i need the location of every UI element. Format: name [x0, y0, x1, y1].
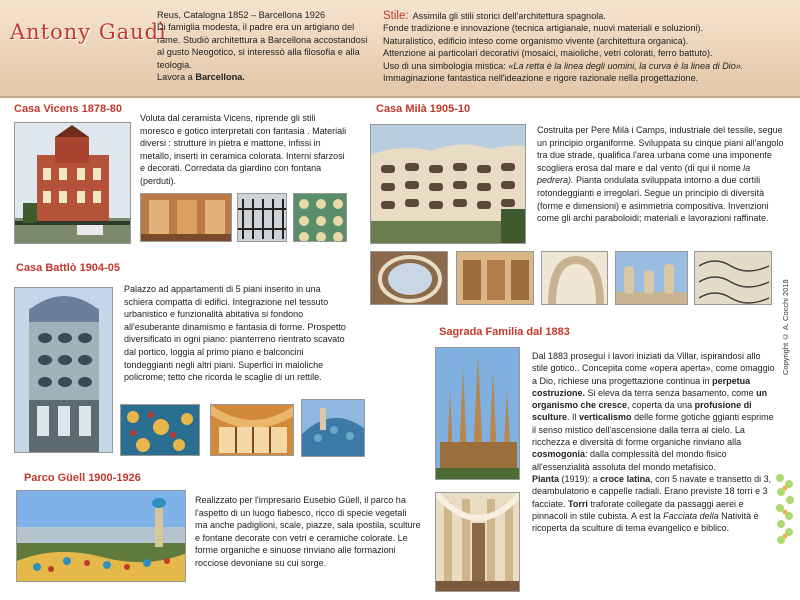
style-line-5-prefix: Uso di una simbologia mistica: — [383, 60, 509, 71]
style-line-6: Immaginazione fantastica nell'ideazione e rigore razionale nella progettazione. — [383, 73, 699, 84]
sagrada-p1-b: perpetua costruzione. — [532, 375, 751, 398]
sagrada-p2-f: traforate collegate da passaggi aerei e pinnacoli in stile cubista. A est la — [532, 498, 744, 521]
sagrada-paragraph-1 — [532, 350, 777, 473]
style-line-3: Naturalistico, edificio inteso come organismo vivente (architettura organica). — [383, 35, 689, 46]
vicens-ceramic-photo — [293, 193, 347, 242]
sagrada-p2-a: Pianta — [532, 473, 560, 484]
guell-title: Parco Güell 1900-1926 — [24, 472, 141, 484]
sagrada-exterior-photo — [435, 347, 520, 480]
page-title: Antony Gaudì — [10, 20, 167, 44]
sagrada-p1-e: , coperta da una — [627, 400, 695, 411]
mila-title: Casa Milà 1905-10 — [376, 103, 471, 115]
mila-arches-photo — [541, 251, 608, 305]
sagrada-title: Sagrada Familia dal 1883 — [439, 326, 570, 338]
publisher-logo-icon — [774, 470, 796, 550]
mila-text-2: Pianta ondulata sviluppata intorno a due cortili rotondeggianti e irregolari. Segue un principio di diversità (forme e dimensioni) e asimmetria compositiva. Invenzioni come gli archi paraboloidi; materiali e lavorazioni raffinate. — [537, 175, 769, 224]
mila-courtyard-photo — [370, 251, 448, 305]
mila-facade-detail-photo — [694, 251, 772, 305]
sagrada-p1-g: . Il — [567, 412, 580, 423]
biography-block — [157, 9, 372, 83]
sagrada-interior-photo — [435, 492, 520, 592]
sagrada-p2-g: Facciata della — [663, 510, 719, 521]
mila-text-italic: la pedrera). — [537, 162, 751, 186]
vicens-interior-photo — [140, 193, 232, 242]
sagrada-p2-b: (1919): a — [559, 473, 601, 484]
style-line-1 — [383, 10, 793, 22]
mila-text-1: Costruita per Pere Milà i Camps, industriale del tessile, segue un principio organiforme. Sviluppata su cinque piani all'angolo tra due strade, qualifica l'area urbana come una imponente scogliera erosa dal mare e dal vento (di qui il nome — [537, 125, 784, 173]
batllo-main-photo — [14, 287, 113, 453]
sagrada-p1-a: Dal 1883 proseguì i lavori iniziati da Villar, ispirandosi allo stile gotico.. Concepita come «opera aperta», come omaggio a Dio, richiese una progettazione continua in — [532, 351, 775, 386]
sagrada-p2-d: , con 5 navate e transetto di 3, deambulatorio e cappelle radiali. Erano previste 18 torri e 3 facciate. — [532, 473, 772, 509]
sagrada-p1-d: un organismo che cresce — [532, 387, 768, 411]
style-label: Stile: — [383, 10, 409, 22]
vicens-ironwork-photo — [237, 193, 287, 242]
style-line-5 — [383, 60, 793, 72]
sagrada-p1-f: profusione di sculture — [532, 400, 752, 423]
guell-main-photo — [16, 490, 186, 582]
mila-main-photo — [370, 124, 526, 244]
mila-roof-photo — [615, 251, 688, 305]
copyright-note: Copyright © A. Cocchi 2018 — [781, 279, 790, 375]
sagrada-p2-c: croce latina — [600, 473, 651, 484]
vicens-title: Casa Vicens 1878-80 — [14, 103, 123, 115]
batllo-ceramic-photo — [120, 404, 200, 456]
bio-work-city: Barcellona. — [195, 72, 245, 83]
bio-work — [157, 71, 372, 83]
sagrada-paragraph-2 — [532, 473, 777, 534]
batllo-interior-photo — [210, 404, 294, 456]
sagrada-p1-j: cosmogonia — [532, 449, 586, 460]
sagrada-text — [532, 350, 777, 534]
batllo-roof-photo — [301, 399, 365, 457]
vicens-text: Voluta dal ceramista Vicens, riprende gli stili moresco e gotico interpretati con fantasia . Materiali diversi : strutture in pietra e mattone, infissi in metallo, inserti in ceramica colorata. Interni sfarzosi e decorati. Corredata da giardino con fontana (perduti). — [140, 113, 347, 186]
bio-text: Di famiglia modesta, il padre era un artigiano del rame. Studiò architettura a Barcellona accostandosi al gusto Neogotico, si interessò alla filosofia e alla teologia. — [157, 22, 368, 70]
sagrada-p2-e: Torri — [568, 498, 588, 509]
bio-work-prefix: Lavora a — [157, 72, 196, 83]
mila-interior-photo — [456, 251, 534, 305]
sagrada-p1-c: Si eleva da terra senza basamento, come — [585, 387, 757, 398]
mila-text — [537, 124, 789, 225]
sagrada-p1-i: delle forme gotiche ggianti esprime il senso mistico dell'ascensione dalla terra al cielo. La ricchezza e diversità di forme organiche rinviano alla — [532, 412, 774, 448]
sagrada-p2-h: Natività è ricoperta da sculture di tema evangelico e biblico. — [532, 510, 759, 534]
batllo-text: Palazzo ad appartamenti di 5 piani inserito in una schiera compatta di edifici. Integrazione nel tessuto urbanistico e funzionalità abitativa si fondono all'esuberante dinamismo e fantasia di forme. Prospetto diversificato in ogni piano: pianterreno rientrato scavato dal portico, loggia al primo piano e balconcini tondeggianti negli altri piani. Superfici in maioliche policrome; tetto che ricorda le scaglie di un rettile. — [124, 284, 346, 383]
style-block — [383, 10, 793, 84]
style-quote: «La retta è la linea degli uomini, la curva è la linea di Dio». — [508, 60, 744, 71]
batllo-title: Casa Battlò 1904-05 — [16, 262, 120, 274]
style-line-2: Fonde tradizione e innovazione (tecnica artigianale, nuovi materiali e soluzioni). — [383, 23, 703, 34]
style-line-4: Attenzione ai particolari decorativi (mosaici, maioliche, vetri colorati, ferro battuto). — [383, 48, 713, 59]
header-banner — [0, 0, 800, 98]
sagrada-p1-h: verticalismo — [579, 412, 632, 423]
style-text-1: Assimila gli stili storici dell'architettura spagnola. — [412, 11, 606, 21]
guell-text: Realizzato per l'impresario Eusebio Güell, il parco ha l'aspetto di un luogo fiabesco, ricco di specie vegetali ma anche padiglioni, scale, piazze, sala ipostila, sculture e fontane decorate con vetri e ceramiche colorate. Le forme organiche e sinuose rinviano alle formazioni rocciose devoniane su cui sorge. — [195, 495, 421, 568]
vicens-main-photo — [14, 122, 131, 244]
sagrada-p1-k: : dalla complessità del mondo fisico all'essenzialità assoluta del mondo metafisico. — [532, 449, 727, 472]
bio-dates: Reus, Catalogna 1852 – Barcellona 1926 — [157, 10, 326, 20]
